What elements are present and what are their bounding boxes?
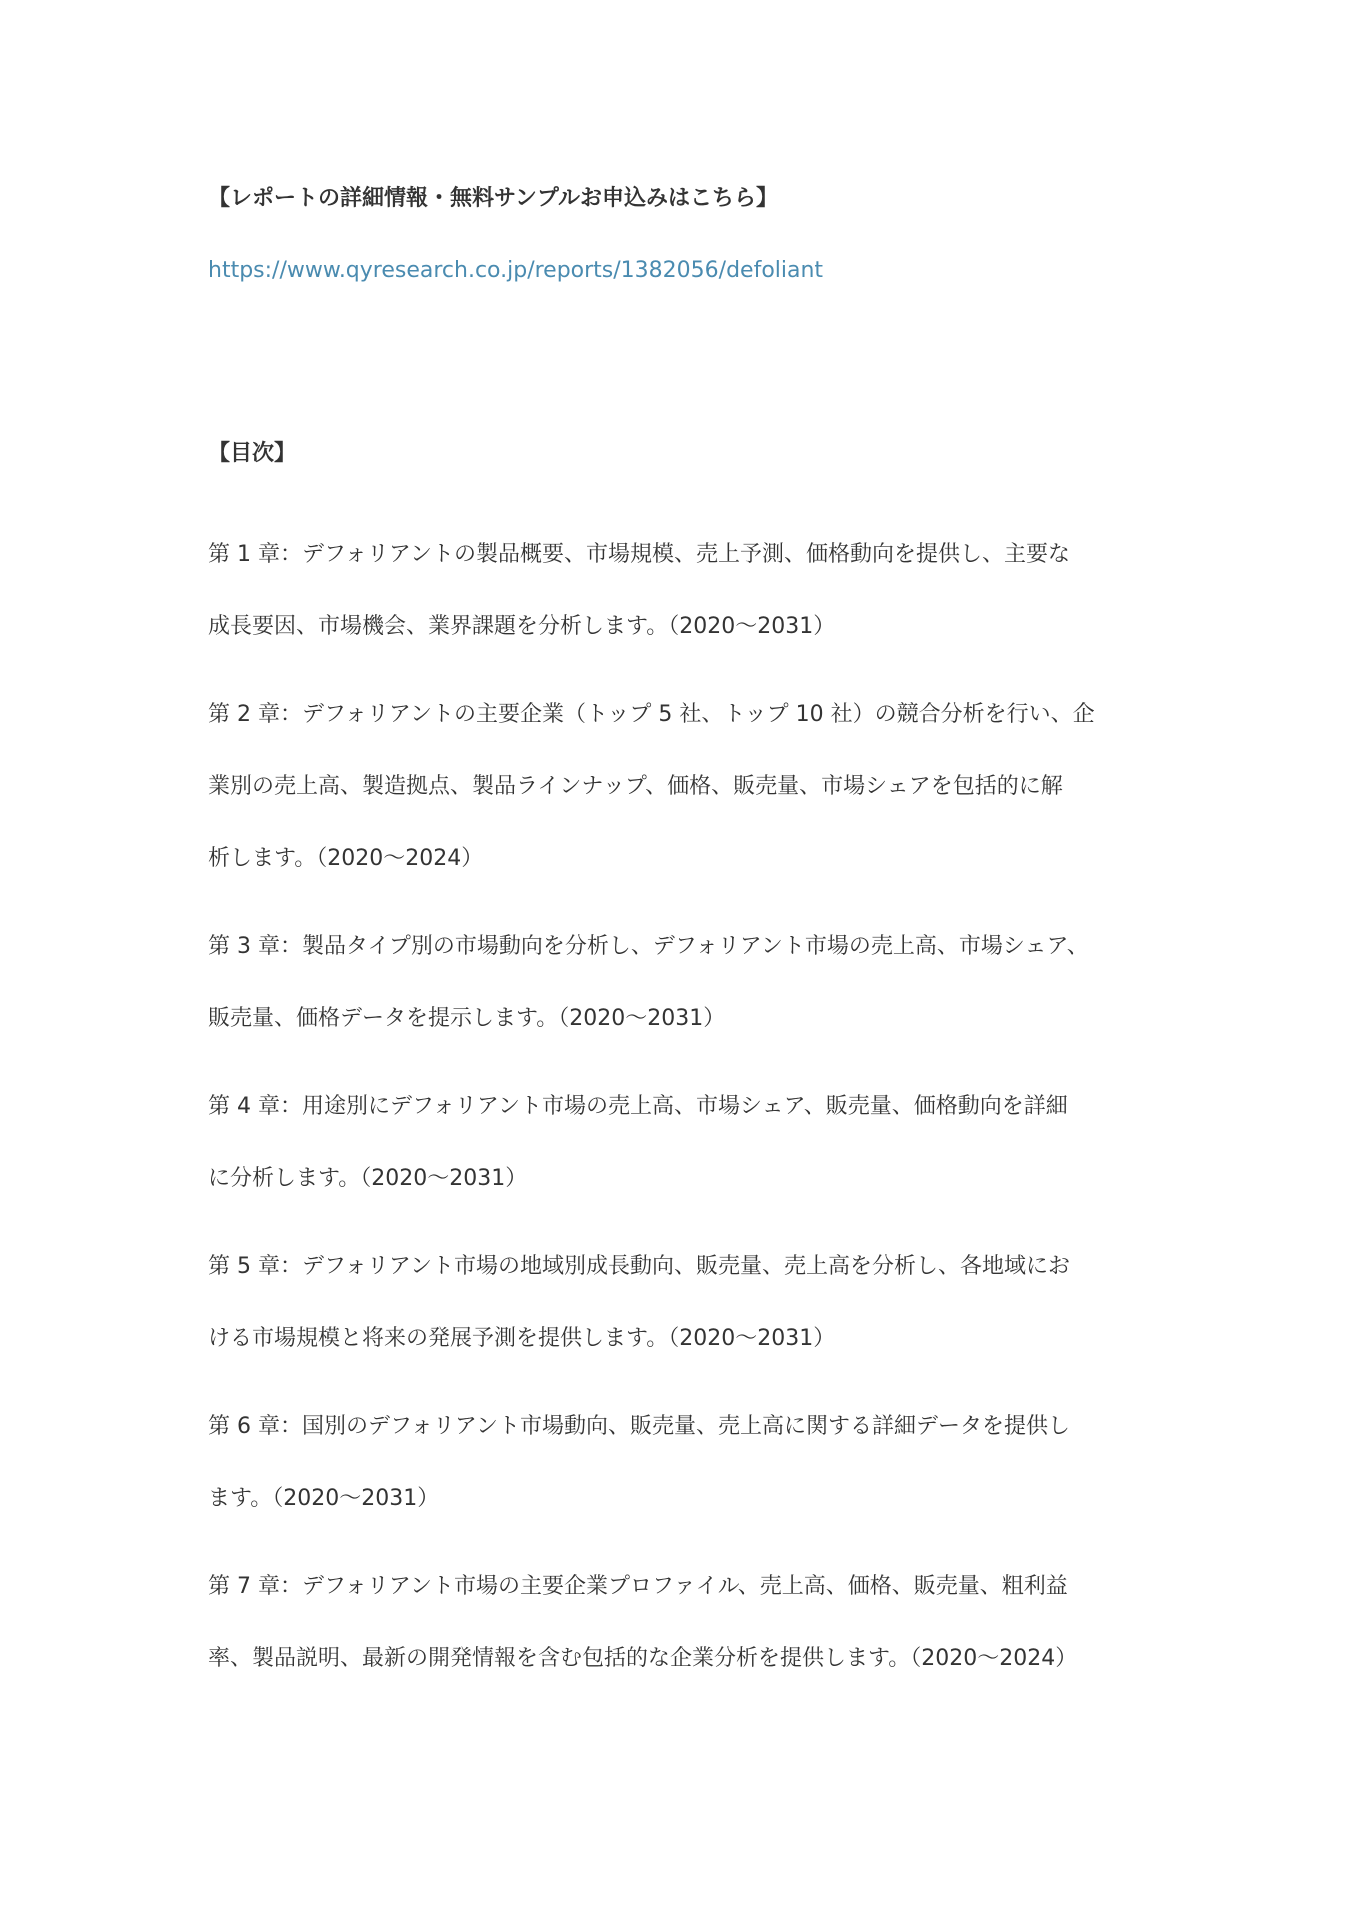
chapter-4-line-2: に分析します。（2020～2031） [208, 1166, 528, 1191]
chapter-6-line-1: 第 6 章：国別のデフォリアント市場動向、販売量、売上高に関する詳細データを提供し [208, 1414, 1071, 1439]
chapter-3-line-1: 第 3 章：製品タイプ別の市場動向を分析し、デフォリアント市場の売上高、市場シェア、 [208, 934, 1089, 959]
chapter-2-line-2: 業別の売上高、製造拠点、製品ラインナップ、価格、販売量、市場シェアを包括的に解 [208, 774, 1063, 799]
chapter-4-line-1: 第 4 章：用途別にデフォリアント市場の売上高、市場シェア、販売量、価格動向を詳細 [208, 1094, 1068, 1119]
chapter-5-line-1: 第 5 章：デフォリアント市場の地域別成長動向、販売量、売上高を分析し、各地域にお [208, 1254, 1071, 1279]
toc-chapter-6 [208, 1391, 1168, 1535]
report-url-link[interactable]: https://www.qyresearch.co.jp/reports/1382056/defoliant [208, 258, 824, 283]
toc-chapter-5 [208, 1231, 1168, 1375]
toc-chapter-7 [208, 1551, 1168, 1695]
chapter-7-line-1: 第 7 章：デフォリアント市場の主要企業プロファイル、売上高、価格、販売量、粗利益 [208, 1574, 1068, 1599]
chapter-2-line-1: 第 2 章：デフォリアントの主要企業（トップ 5 社、トップ 10 社）の競合分析を行い、企 [208, 702, 1095, 727]
toc-chapter-1 [208, 519, 1168, 663]
toc-chapter-2 [208, 679, 1168, 895]
toc-chapter-4 [208, 1071, 1168, 1215]
chapter-1-line-1: 第 1 章：デフォリアントの製品概要、市場規模、売上予測、価格動向を提供し、主要な [208, 542, 1071, 567]
toc-heading: 【目次】 [208, 441, 297, 466]
chapter-1-line-2: 成長要因、市場機会、業界課題を分析します。（2020～2031） [208, 614, 836, 639]
document-content [208, 178, 1168, 1711]
chapter-2-line-3: 析します。（2020～2024） [208, 846, 484, 871]
toc-chapter-3 [208, 911, 1168, 1055]
chapter-3-line-2: 販売量、価格データを提示します。（2020～2031） [208, 1006, 726, 1031]
report-details-heading: 【レポートの詳細情報・無料サンプルお申込みはこちら】 [208, 186, 779, 211]
chapter-6-line-2: ます。（2020～2031） [208, 1486, 440, 1511]
chapter-5-line-2: ける市場規模と将来の発展予測を提供します。（2020～2031） [208, 1326, 836, 1351]
table-of-contents [208, 519, 1168, 1695]
chapter-7-line-2: 率、製品説明、最新の開発情報を含む包括的な企業分析を提供します。（2020～2024） [208, 1646, 1078, 1671]
